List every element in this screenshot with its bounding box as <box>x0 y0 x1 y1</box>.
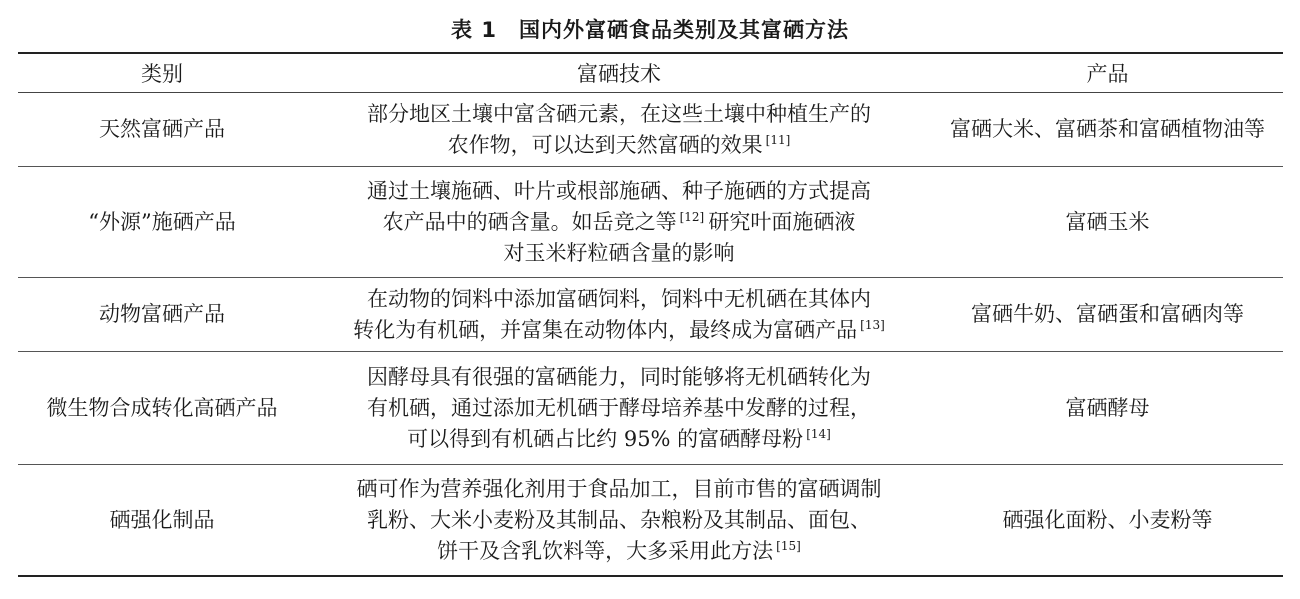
header-technique: 富硒技术 <box>577 62 661 86</box>
product-cell: 富硒牛奶、富硒蛋和富硒肉等 <box>971 302 1244 326</box>
technique-line: 农作物，可以达到天然富硒的效果 <box>447 132 763 157</box>
reference-marker: [12] <box>679 209 705 224</box>
technique-line: 饼干及含乳饮料等，大多采用此方法 <box>437 538 774 563</box>
technique-line: 农产品中的硒含量。如岳竞之等 <box>382 209 677 234</box>
technique-line: 乳粉、大米小麦粉及其制品、杂粮粉及其制品、面包、 <box>367 507 871 532</box>
table-row <box>18 352 1283 465</box>
header-product: 产品 <box>1086 62 1129 86</box>
category-cell: 硒强化制品 <box>109 507 215 532</box>
technique-line: 在动物的饲料中添加富硒饲料，饲料中无机硒在其体内 <box>367 286 871 311</box>
technique-line: 转化为有机硒，并富集在动物体内，最终成为富硒产品 <box>353 317 858 342</box>
technique-line: 通过土壤施硒、叶片或根部施硒、种子施硒的方式提高 <box>367 178 871 203</box>
category-cell: “外源”施硒产品 <box>88 209 236 234</box>
selenium-food-table <box>18 52 1283 577</box>
technique-line: 因酵母具有很强的富硒能力，同时能够将无机硒转化为 <box>367 364 871 389</box>
technique-line: 部分地区土壤中富含硒元素，在这些土壤中种植生产的 <box>367 101 871 126</box>
technique-line: 硒可作为营养强化剂用于食品加工，目前市售的富硒调制 <box>356 476 882 501</box>
category-cell: 天然富硒产品 <box>99 117 225 141</box>
product-cell: 富硒酵母 <box>1065 395 1150 420</box>
technique-cell <box>306 465 932 577</box>
technique-line: 研究叶面施硒液 <box>708 209 856 234</box>
reference-marker: [11] <box>765 132 791 147</box>
technique-cell <box>306 352 932 465</box>
reference-marker: [15] <box>776 538 801 553</box>
header-category: 类别 <box>141 62 183 86</box>
category-cell: 微生物合成转化高硒产品 <box>46 395 278 420</box>
reference-marker: [13] <box>860 317 885 332</box>
table-row <box>18 93 1283 167</box>
table-row <box>18 278 1283 352</box>
technique-line: 可以得到有机硒占比约 95% 的富硒酵母粉 <box>407 426 804 451</box>
technique-line: 对玉米籽粒硒含量的影响 <box>503 240 735 265</box>
reference-marker: [14] <box>806 426 831 441</box>
product-cell: 富硒玉米 <box>1065 209 1150 234</box>
table-row <box>18 465 1283 577</box>
product-cell: 硒强化面粉、小麦粉等 <box>1002 507 1213 532</box>
table-caption <box>0 14 1300 44</box>
table-title: 国内外富硒食品类别及其富硒方法 <box>518 18 849 42</box>
table-header-row <box>18 53 1283 93</box>
technique-line: 有机硒，通过添加无机硒于酵母培养基中发酵的过程， <box>367 395 871 420</box>
technique-cell <box>306 278 932 352</box>
product-cell: 富硒大米、富硒茶和富硒植物油等 <box>950 117 1265 141</box>
technique-cell <box>306 93 932 167</box>
table-row <box>18 167 1283 278</box>
table-number: 表 1 <box>451 18 497 42</box>
category-cell: 动物富硒产品 <box>99 302 225 326</box>
technique-cell <box>306 167 932 278</box>
